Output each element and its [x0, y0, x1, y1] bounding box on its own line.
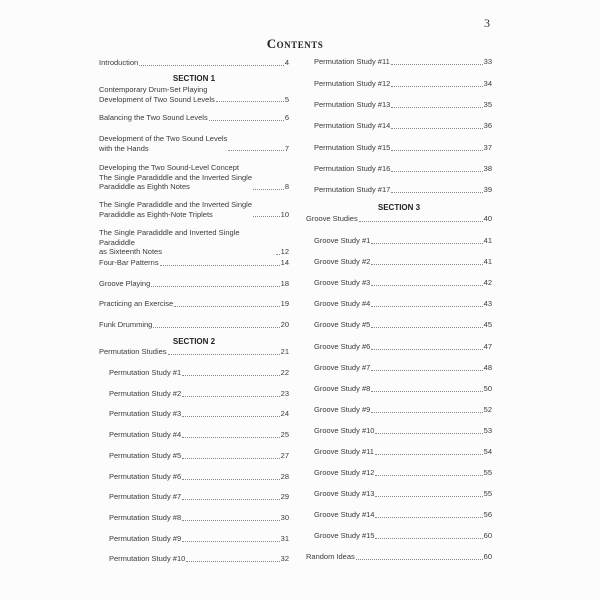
dot-leader	[253, 216, 280, 217]
dot-leader	[182, 520, 280, 521]
toc-entry-page: 12	[280, 247, 289, 256]
toc-entry-label: Groove Study #14	[314, 510, 375, 519]
toc-entry-label: Groove Studies	[306, 214, 358, 223]
toc-entry-label: Development of the Two Sound Levels with the Hands	[99, 134, 228, 153]
toc-entry-page: 41	[483, 257, 492, 266]
dot-leader	[253, 189, 284, 190]
toc-entry[interactable]	[109, 554, 289, 564]
dot-leader	[228, 150, 284, 151]
toc-entry[interactable]	[314, 79, 492, 89]
toc-entry-page: 43	[483, 299, 492, 308]
toc-entry-label: Groove Study #13	[314, 489, 375, 498]
dot-leader	[391, 86, 482, 87]
dot-leader	[371, 370, 482, 371]
dot-leader	[209, 120, 284, 121]
toc-entry-page: 56	[483, 510, 492, 519]
toc-entry[interactable]	[99, 113, 289, 123]
toc-entry[interactable]	[109, 409, 289, 419]
toc-entry[interactable]	[109, 513, 289, 523]
toc-entry-label: Contemporary Drum-Set Playing Development of Two Sound Levels	[99, 85, 215, 104]
page-number: 3	[484, 16, 490, 30]
toc-entry[interactable]	[314, 363, 492, 373]
toc-entry[interactable]	[109, 492, 289, 502]
toc-entry-page: 5	[284, 94, 289, 104]
toc-entry-groove-studies[interactable]	[306, 214, 492, 224]
toc-entry-permutation-studies[interactable]	[99, 347, 289, 357]
toc-entry-page: 47	[483, 342, 492, 351]
toc-entry-label: The Single Paradiddle and Inverted Single Paradiddle as Sixteenth Notes	[99, 228, 240, 256]
toc-entry-label: Permutation Study #15	[314, 143, 391, 152]
toc-entry-page: 33	[483, 57, 492, 66]
toc-entry-page: 32	[280, 554, 289, 563]
dot-leader	[174, 306, 279, 307]
dot-leader	[391, 150, 482, 151]
toc-entry-page: 29	[280, 492, 289, 501]
toc-entry-page: 14	[280, 258, 289, 267]
toc-entry-label: Groove Study #12	[314, 468, 375, 477]
toc-entry[interactable]	[314, 164, 492, 174]
toc-entry-label: Developing the Two Sound-Level Concept The Single Paradiddle and the Inverted Single Paradiddle as Eighth Notes	[99, 163, 253, 191]
toc-entry-label: Permutation Study #16	[314, 164, 391, 173]
toc-entry-page: 19	[280, 299, 289, 308]
dot-leader	[371, 391, 482, 392]
toc-entry[interactable]	[314, 236, 492, 246]
dot-leader	[356, 559, 483, 560]
toc-entry-page: 55	[483, 468, 492, 477]
toc-entry[interactable]	[314, 405, 492, 415]
toc-entry-page: 27	[280, 451, 289, 460]
toc-entry-page: 28	[280, 472, 289, 481]
toc-entry[interactable]	[109, 451, 289, 461]
toc-entry-label: Groove Study #1	[314, 236, 371, 245]
dot-leader	[371, 327, 482, 328]
toc-entry[interactable]	[109, 389, 289, 399]
dot-leader	[182, 479, 280, 480]
toc-entry[interactable]	[99, 163, 289, 192]
dot-leader	[153, 327, 279, 328]
toc-entry-label: Groove Playing	[99, 279, 151, 288]
toc-entry-label: Permutation Study #11	[314, 57, 390, 66]
dot-leader	[375, 538, 482, 539]
toc-entry[interactable]	[99, 258, 289, 268]
dot-leader	[276, 254, 280, 255]
toc-entry[interactable]	[314, 100, 492, 110]
toc-entry[interactable]	[314, 185, 492, 195]
dot-leader	[182, 437, 280, 438]
toc-entry[interactable]	[314, 426, 492, 436]
toc-entry[interactable]	[99, 134, 289, 153]
toc-entry-label: Permutation Study #12	[314, 79, 391, 88]
dot-leader	[371, 264, 482, 265]
dot-leader	[160, 265, 280, 266]
toc-entry-label: Groove Study #7	[314, 363, 371, 372]
toc-entry-page: 34	[483, 79, 492, 88]
toc-entry[interactable]	[314, 531, 492, 541]
toc-entry-page: 10	[280, 209, 289, 219]
dot-leader	[391, 107, 482, 108]
toc-entry[interactable]	[314, 121, 492, 131]
toc-entry-page: 40	[483, 214, 492, 223]
toc-entry-page: 52	[483, 405, 492, 414]
toc-entry-page: 45	[483, 320, 492, 329]
toc-entry-label: Groove Study #11	[314, 447, 374, 456]
toc-entry-page: 37	[483, 143, 492, 152]
section-3-heading: SECTION 3	[377, 203, 421, 212]
toc-entry-label: Groove Study #3	[314, 278, 371, 287]
dot-leader	[186, 561, 279, 562]
dot-leader	[182, 375, 280, 376]
dot-leader	[371, 243, 482, 244]
toc-entry-page: 7	[284, 143, 289, 153]
toc-entry[interactable]	[314, 278, 492, 288]
toc-entry[interactable]	[99, 200, 289, 219]
toc-entry-label: Random Ideas	[306, 552, 355, 561]
toc-entry-label: Groove Study #4	[314, 299, 371, 308]
toc-entry[interactable]	[314, 257, 492, 267]
toc-entry[interactable]	[314, 57, 492, 67]
toc-entry-label: Permutation Study #10	[109, 554, 186, 563]
dot-leader	[182, 416, 280, 417]
toc-entry-label: Permutation Study #5	[109, 451, 182, 460]
dot-leader	[375, 433, 482, 434]
toc-entry-introduction[interactable]	[99, 58, 289, 68]
toc-entry[interactable]	[109, 472, 289, 482]
toc-entry-page: 38	[483, 164, 492, 173]
toc-entry-page: 39	[483, 185, 492, 194]
dot-leader	[391, 171, 482, 172]
toc-entry-label: Practicing an Exercise	[99, 299, 174, 308]
toc-entry-page: 31	[280, 534, 289, 543]
toc-entry-label: Permutation Study #17	[314, 185, 391, 194]
toc-entry-page: 4	[284, 58, 289, 67]
dot-leader	[371, 285, 482, 286]
toc-entry-random-ideas[interactable]	[306, 552, 492, 562]
toc-entry-page: 22	[280, 368, 289, 377]
toc-entry-label: Balancing the Two Sound Levels	[99, 113, 208, 122]
toc-entry-label: Introduction	[99, 58, 139, 67]
dot-leader	[371, 306, 482, 307]
toc-entry[interactable]	[314, 384, 492, 394]
toc-entry-label: Funk Drumming	[99, 320, 153, 329]
toc-entry-page: 20	[280, 320, 289, 329]
toc-entry-label: Permutation Study #8	[109, 513, 182, 522]
toc-entry-page: 42	[483, 278, 492, 287]
toc-entry-page: 48	[483, 363, 492, 372]
dot-leader	[139, 65, 284, 66]
toc-entry-page: 8	[284, 182, 289, 191]
toc-entry-label: Permutation Study #4	[109, 430, 182, 439]
dot-leader	[375, 475, 482, 476]
dot-leader	[151, 286, 279, 287]
toc-entry-label: Permutation Study #6	[109, 472, 182, 481]
toc-entry-label: Four-Bar Patterns	[99, 258, 159, 267]
toc-entry[interactable]	[314, 320, 492, 330]
toc-entry[interactable]	[99, 320, 289, 330]
toc-entry-label: Groove Study #5	[314, 320, 371, 329]
dot-leader	[182, 499, 280, 500]
dot-leader	[391, 192, 482, 193]
toc-entry-page: 60	[483, 531, 492, 540]
toc-entry[interactable]	[109, 534, 289, 544]
dot-leader	[182, 541, 280, 542]
toc-entry-label: Groove Study #15	[314, 531, 375, 540]
toc-entry-label: Groove Study #8	[314, 384, 371, 393]
toc-entry-label: Groove Study #10	[314, 426, 375, 435]
toc-entry-label: Permutation Study #14	[314, 121, 391, 130]
toc-entry[interactable]	[314, 468, 492, 478]
toc-entry-label: Permutation Study #7	[109, 492, 182, 501]
toc-entry[interactable]	[314, 299, 492, 309]
toc-entry-label: Permutation Studies	[99, 347, 167, 356]
toc-entry[interactable]	[314, 447, 492, 457]
toc-entry[interactable]	[99, 228, 289, 257]
toc-entry[interactable]	[99, 85, 289, 104]
toc-entry-page: 6	[284, 113, 289, 122]
toc-entry-label: Permutation Study #3	[109, 409, 182, 418]
toc-entry-page: 53	[483, 426, 492, 435]
toc-entry[interactable]	[314, 143, 492, 153]
toc-entry[interactable]	[314, 510, 492, 520]
toc-entry[interactable]	[314, 342, 492, 352]
toc-entry[interactable]	[109, 368, 289, 378]
dot-leader	[391, 128, 482, 129]
toc-entry-page: 41	[483, 236, 492, 245]
toc-entry-page: 23	[280, 389, 289, 398]
dot-leader	[375, 454, 483, 455]
toc-entry-page: 25	[280, 430, 289, 439]
toc-entry-page: 30	[280, 513, 289, 522]
dot-leader	[371, 349, 482, 350]
page-title: Contents	[266, 36, 324, 51]
toc-entry[interactable]	[99, 299, 289, 309]
dot-leader	[375, 517, 482, 518]
dot-leader	[391, 64, 483, 65]
toc-entry-label: Permutation Study #2	[109, 389, 182, 398]
toc-entry-page: 55	[483, 489, 492, 498]
toc-entry-page: 21	[280, 347, 289, 356]
toc-entry-label: Groove Study #2	[314, 257, 371, 266]
toc-entry-page: 60	[483, 552, 492, 561]
toc-entry-page: 18	[280, 279, 289, 288]
toc-entry-label: Permutation Study #1	[109, 368, 182, 377]
toc-entry-label: Permutation Study #13	[314, 100, 391, 109]
section-1-heading: SECTION 1	[172, 74, 216, 83]
toc-entry-label: Groove Study #9	[314, 405, 371, 414]
toc-entry[interactable]	[99, 279, 289, 289]
dot-leader	[371, 412, 482, 413]
toc-entry-page: 36	[483, 121, 492, 130]
toc-entry-page: 35	[483, 100, 492, 109]
dot-leader	[182, 458, 280, 459]
toc-entry-label: Groove Study #6	[314, 342, 371, 351]
toc-entry-page: 50	[483, 384, 492, 393]
toc-entry-label: The Single Paradiddle and the Inverted Single Paradiddle as Eighth-Note Triplets	[99, 200, 253, 219]
toc-entry-page: 24	[280, 409, 289, 418]
dot-leader	[375, 496, 482, 497]
dot-leader	[216, 101, 284, 102]
toc-entry[interactable]	[314, 489, 492, 499]
dot-leader	[182, 396, 280, 397]
toc-entry[interactable]	[109, 430, 289, 440]
toc-entry-label: Permutation Study #9	[109, 534, 182, 543]
toc-entry-page: 54	[483, 447, 492, 456]
dot-leader	[359, 221, 483, 222]
dot-leader	[168, 354, 280, 355]
section-2-heading: SECTION 2	[172, 337, 216, 346]
